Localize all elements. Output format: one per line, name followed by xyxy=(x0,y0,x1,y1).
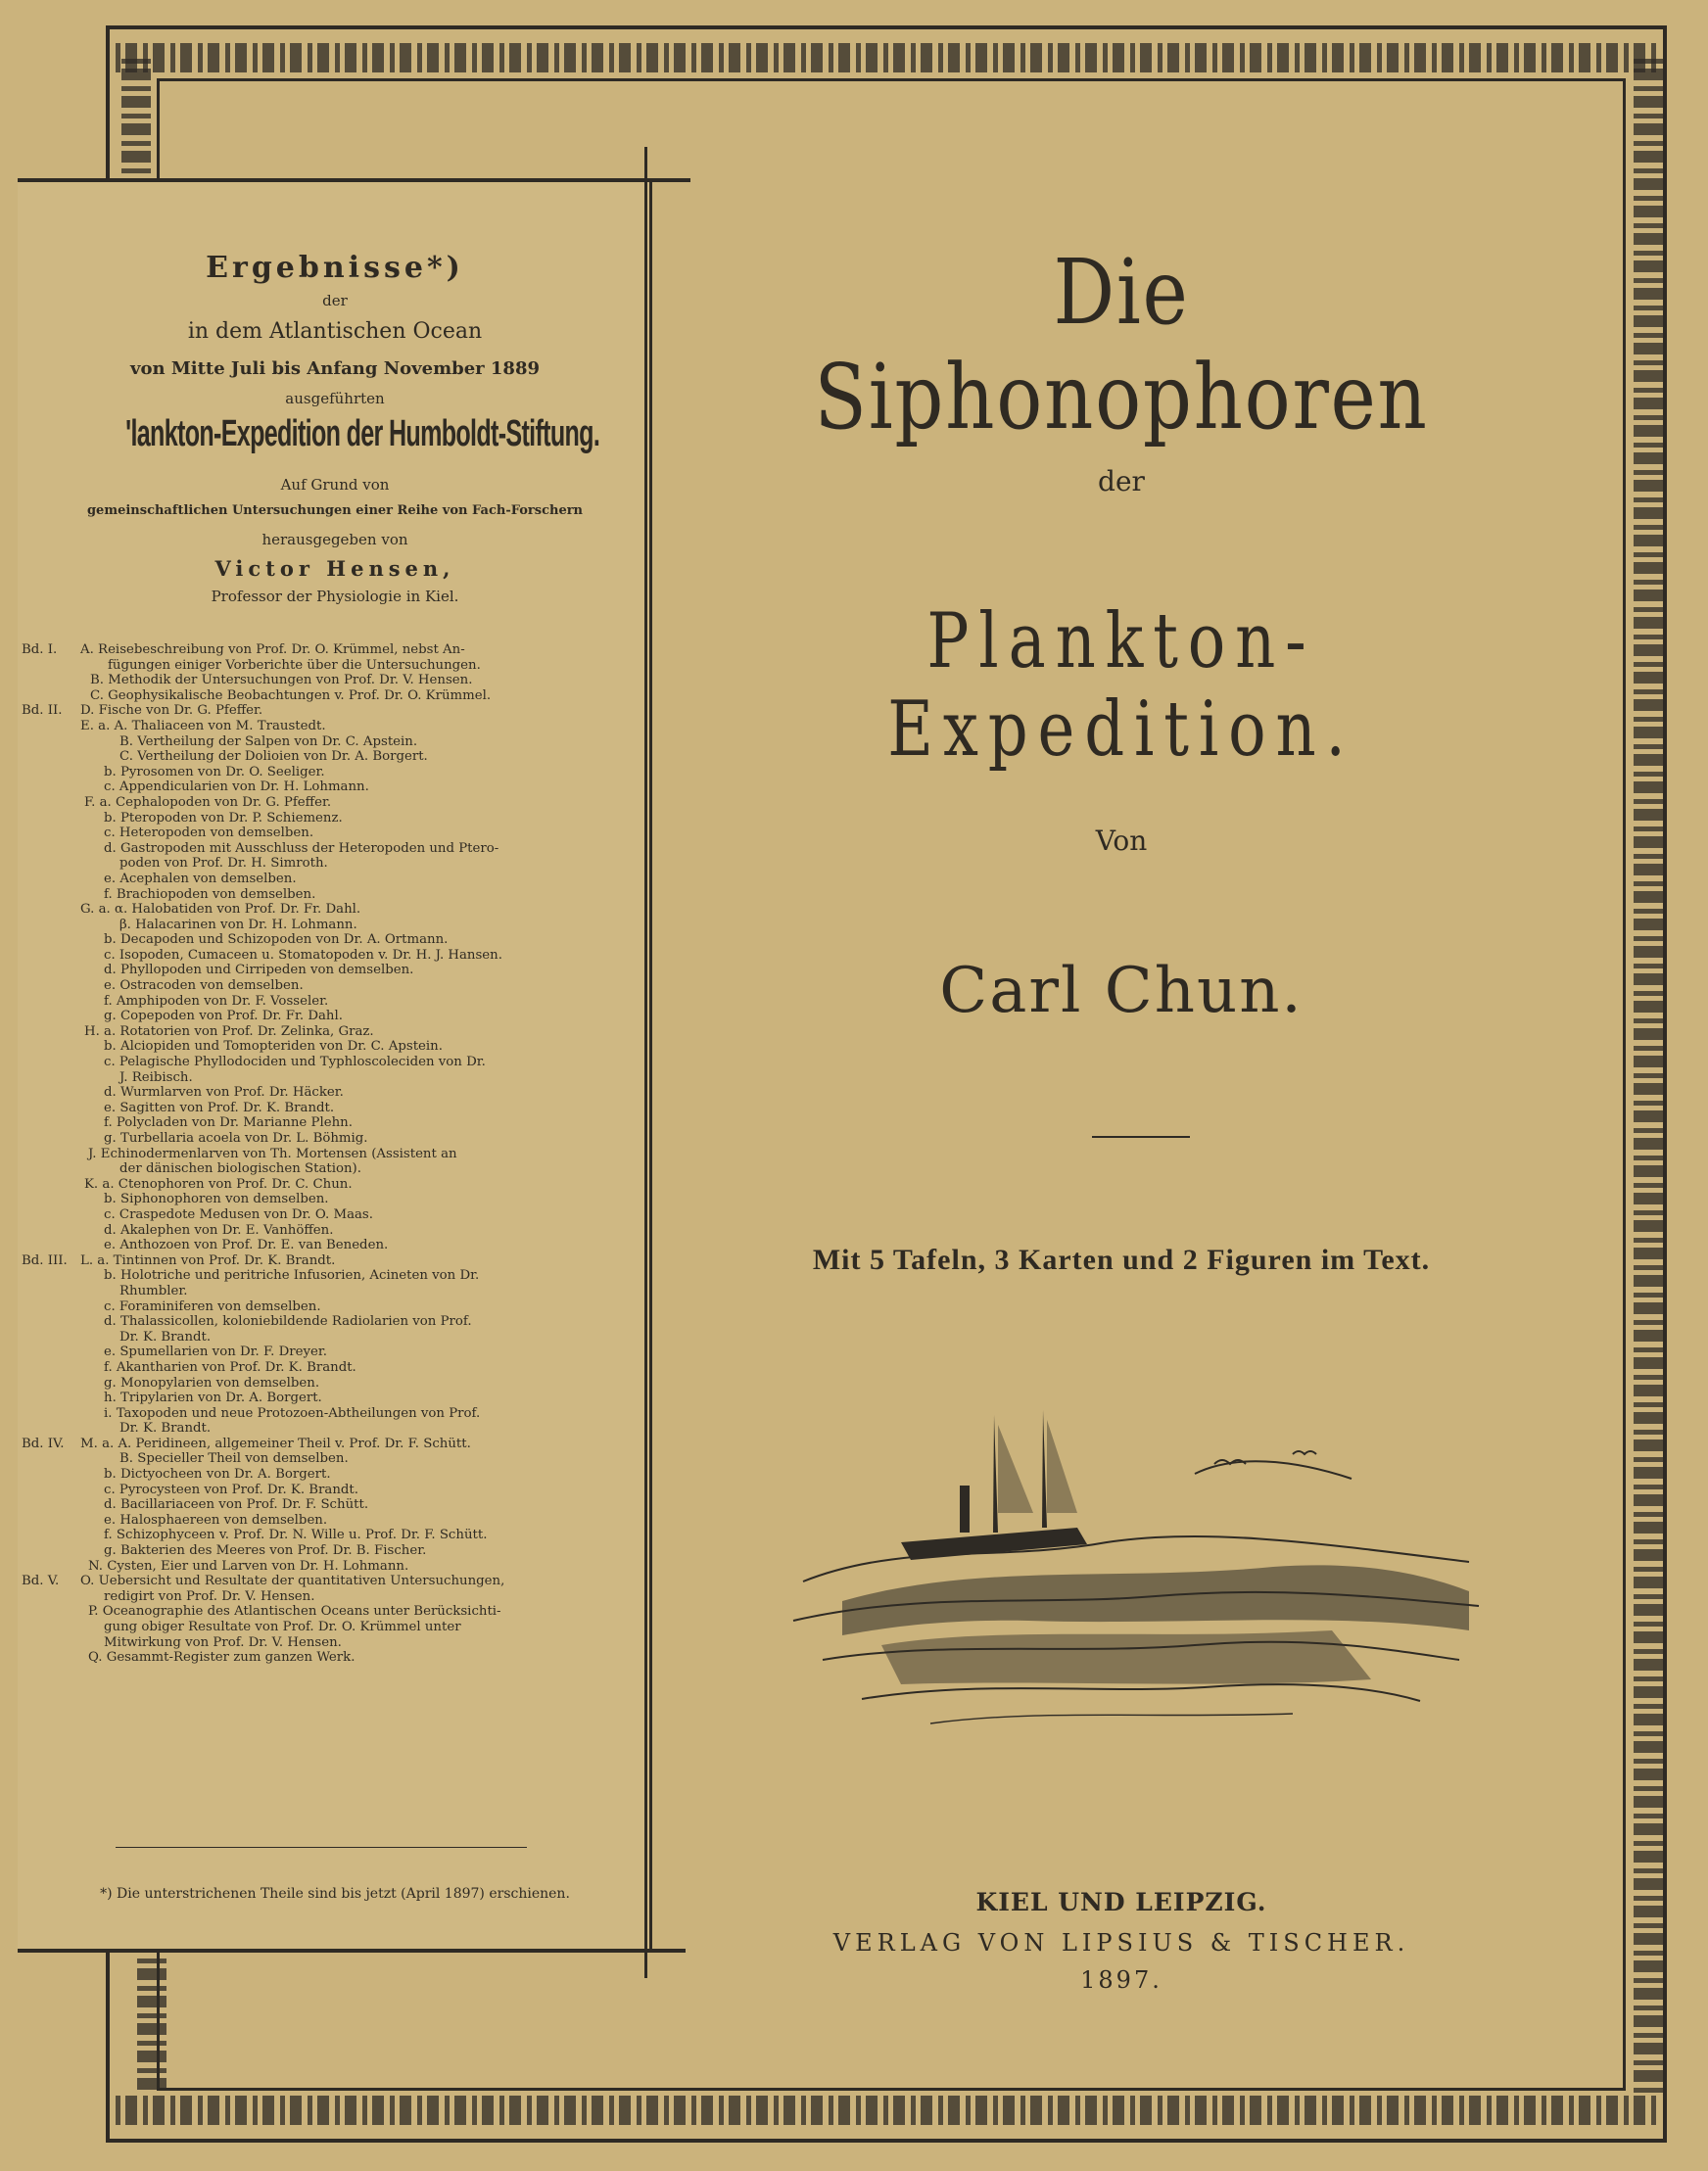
contents-text: L. a. Tintinnen von Prof. Dr. K. Brandt. xyxy=(80,1252,336,1268)
publication-year: 1897. xyxy=(1080,1966,1162,1994)
contents-text: d. Thalassicollen, koloniebildende Radiolarien von Prof. xyxy=(104,1314,472,1330)
contents-entry xyxy=(22,1055,644,1070)
contents-text: c. Appendicularien von Dr. H. Lohmann. xyxy=(104,779,369,795)
contents-entry xyxy=(22,1223,644,1239)
contents-text: der dänischen biologischen Station). xyxy=(119,1161,361,1177)
contents-entry xyxy=(22,1635,644,1651)
contents-entry xyxy=(22,749,644,765)
contents-entry xyxy=(22,1467,644,1483)
series-line: von Mitte Juli bis Anfang November 1889 xyxy=(130,358,540,379)
contents-text: gung obiger Resultate von Prof. Dr. O. Krümmel unter xyxy=(104,1620,461,1634)
series-line: der xyxy=(322,292,348,309)
contents-entry xyxy=(22,1391,644,1406)
contents-entry xyxy=(22,1177,644,1193)
contents-text: Q. Gesammt-Register zum ganzen Werk. xyxy=(88,1650,356,1666)
contents-entry xyxy=(22,734,644,750)
contents-text: O. Uebersicht und Resultate der quantitativen Untersuchungen, xyxy=(80,1574,505,1589)
contents-entry xyxy=(22,1330,644,1345)
contents-entry xyxy=(22,932,644,948)
contents-text: D. Fische von Dr. G. Pfeffer. xyxy=(80,703,263,719)
contents-text: b. Pteropoden von Dr. P. Schiemenz. xyxy=(104,810,343,826)
contents-text: f. Brachiopoden von demselben. xyxy=(104,886,316,902)
contents-text: Mitwirkung von Prof. Dr. V. Hensen. xyxy=(104,1634,342,1650)
contents-entry xyxy=(22,826,644,841)
contents-text: i. Taxopoden und neue Protozoen-Abtheilungen von Prof. xyxy=(104,1405,481,1421)
contents-text: g. Turbellaria acoela von Dr. L. Böhmig. xyxy=(104,1131,368,1146)
contents-text: A. Reisebeschreibung von Prof. Dr. O. Krümmel, nebst An- xyxy=(80,642,465,657)
contents-text: c. Pelagische Phyllodociden und Typhloscoleciden von Dr. xyxy=(104,1055,486,1070)
series-expedition-title: 'lankton-Expedition der Humboldt-Stiftung. xyxy=(125,413,600,454)
contents-text: e. Acephalen von demselben. xyxy=(104,871,297,886)
publication-place: KIEL UND LEIPZIG. xyxy=(975,1888,1267,1916)
contents-entry xyxy=(22,1299,644,1315)
contents-entry xyxy=(22,1528,644,1543)
contents-text: d. Akalephen von Dr. E. Vanhöffen. xyxy=(104,1222,334,1238)
contents-entry xyxy=(22,1650,644,1666)
divider-tick xyxy=(627,178,690,182)
title-rule xyxy=(1092,1136,1190,1138)
contents-entry xyxy=(22,841,644,857)
contents-entry xyxy=(22,1314,644,1330)
contents-entry xyxy=(22,1131,644,1147)
contents-entry xyxy=(22,994,644,1010)
volume-label: Bd. V. xyxy=(22,1574,60,1589)
contents-entry xyxy=(22,1024,644,1040)
contents-entry xyxy=(22,978,644,994)
contents-entry xyxy=(22,872,644,887)
contents-entry xyxy=(22,1589,644,1605)
contents-entry xyxy=(22,688,644,704)
contents-entry xyxy=(22,1085,644,1101)
contents-entry xyxy=(22,1115,644,1131)
series-line: Auf Grund von xyxy=(280,476,390,494)
contents-text: b. Pyrosomen von Dr. O. Seeliger. xyxy=(104,764,325,779)
contents-text: b. Alciopiden und Tomopteriden von Dr. C. Apstein. xyxy=(104,1039,443,1055)
contents-text: e. Halosphaereen von demselben. xyxy=(104,1512,328,1528)
contents-text: K. a. Ctenophoren von Prof. Dr. C. Chun. xyxy=(84,1176,353,1192)
contents-text: b. Decapoden und Schizopoden von Dr. A. Ortmann. xyxy=(104,932,449,948)
contents-entry xyxy=(22,1009,644,1024)
contents-entry xyxy=(22,1345,644,1360)
contents-entry xyxy=(22,887,644,903)
contents-entry xyxy=(22,1437,644,1452)
contents-text: e. Ostracoden von demselben. xyxy=(104,978,304,994)
contents-text: e. Spumellarien von Dr. F. Dreyer. xyxy=(104,1345,328,1360)
contents-entry xyxy=(22,963,644,978)
contents-entry xyxy=(22,1406,644,1422)
contents-text: N. Cysten, Eier und Larven von Dr. H. Lohmann. xyxy=(88,1558,409,1574)
contents-entry xyxy=(22,1559,644,1575)
contents-text: F. a. Cephalopoden von Dr. G. Pfeffer. xyxy=(84,794,332,810)
series-heading: Ergebnisse*) xyxy=(206,251,464,285)
contents-text: f. Akantharien von Prof. Dr. K. Brandt. xyxy=(104,1359,356,1375)
contents-entry xyxy=(22,673,644,688)
contents-entry xyxy=(22,779,644,795)
contents-text: g. Copepoden von Prof. Dr. Fr. Dahl. xyxy=(104,1009,343,1024)
contents-entry xyxy=(22,658,644,674)
contents-text: f. Schizophyceen v. Prof. Dr. N. Wille u. Prof. Dr. F. Schütt. xyxy=(104,1528,488,1543)
contents-text: d. Phyllopoden und Cirripeden von demselben. xyxy=(104,963,414,978)
contents-text: C. Vertheilung der Dolioien von Dr. A. Borgert. xyxy=(119,749,428,765)
contents-entry xyxy=(22,642,644,658)
contents-text: c. Foraminiferen von demselben. xyxy=(104,1298,321,1314)
contents-entry xyxy=(22,1268,644,1284)
contents-entry xyxy=(22,1376,644,1392)
contents-entry xyxy=(22,856,644,872)
contents-text: fügungen einiger Vorberichte über die Untersuchungen. xyxy=(108,657,481,673)
title-der: der xyxy=(1098,465,1145,497)
contents-text: e. Anthozoen von Prof. Dr. E. van Beneden. xyxy=(104,1238,389,1253)
contents-entry xyxy=(22,1451,644,1467)
contents-text: f. Amphipoden von Dr. F. Vosseler. xyxy=(104,993,329,1009)
author-name: Carl Chun. xyxy=(939,955,1304,1027)
contents-text: G. a. α. Halobatiden von Prof. Dr. Fr. Dahl. xyxy=(80,902,361,918)
book-title: Die Siphonophoren xyxy=(814,240,1429,449)
contents-text: P. Oceanographie des Atlantischen Oceans unter Berücksichti- xyxy=(88,1604,501,1620)
volume-label: Bd. I. xyxy=(22,642,58,657)
contents-text: B. Methodik der Untersuchungen von Prof. Dr. V. Hensen. xyxy=(90,673,473,688)
contents-entry xyxy=(22,902,644,918)
contents-entry xyxy=(22,703,644,719)
contents-text: b. Dictyocheen von Dr. A. Borgert. xyxy=(104,1467,331,1483)
footnote-rule xyxy=(116,1847,527,1848)
contents-text: redigirt von Prof. Dr. V. Hensen. xyxy=(104,1588,315,1604)
plates-note: Mit 5 Tafeln, 3 Karten und 2 Figuren im Text. xyxy=(812,1244,1431,1276)
contents-text: E. a. A. Thaliaceen von M. Traustedt. xyxy=(80,718,326,733)
contents-entry xyxy=(22,1543,644,1559)
volume-label: Bd. IV. xyxy=(22,1436,65,1451)
contents-text: β. Halacarinen von Dr. H. Lohmann. xyxy=(119,917,357,932)
contents-text: e. Sagitten von Prof. Dr. K. Brandt. xyxy=(104,1100,335,1115)
contents-text: d. Bacillariaceen von Prof. Dr. F. Schütt. xyxy=(104,1497,369,1513)
contents-text: c. Isopoden, Cumaceen u. Stomatopoden v. Dr. H. J. Hansen. xyxy=(104,947,502,963)
contents-entry xyxy=(22,719,644,734)
contents-entry xyxy=(22,1207,644,1223)
contents-entry xyxy=(22,1039,644,1055)
series-contents-list xyxy=(22,642,644,1666)
contents-text: B. Vertheilung der Salpen von Dr. C. Apstein. xyxy=(119,733,418,749)
contents-entry xyxy=(22,1497,644,1513)
contents-text: c. Craspedote Medusen von Dr. O. Maas. xyxy=(104,1206,373,1222)
contents-entry xyxy=(22,1147,644,1162)
contents-text: B. Specieller Theil von demselben. xyxy=(119,1451,349,1467)
contents-text: J. Reibisch. xyxy=(119,1069,193,1085)
contents-entry xyxy=(22,1284,644,1299)
volume-label: Bd. III. xyxy=(22,1252,68,1268)
contents-text: g. Monopylarien von demselben. xyxy=(104,1375,320,1391)
series-line: herausgegeben von xyxy=(261,531,408,548)
contents-entry xyxy=(22,1421,644,1437)
contents-text: b. Siphonophoren von demselben. xyxy=(104,1192,329,1207)
contents-entry xyxy=(22,1070,644,1086)
contents-text: H. a. Rotatorien von Prof. Dr. Zelinka, Graz. xyxy=(84,1023,374,1039)
contents-entry xyxy=(22,1483,644,1498)
contents-text: Rhumbler. xyxy=(119,1283,188,1298)
contents-entry xyxy=(22,918,644,933)
title-von: Von xyxy=(1095,825,1148,857)
chain-border-right xyxy=(1634,59,1663,2096)
contents-entry xyxy=(22,1574,644,1589)
steamship-at-sea-vignette xyxy=(783,1395,1489,1728)
contents-text: f. Polycladen von Dr. Marianne Plehn. xyxy=(104,1115,353,1131)
contents-text: d. Gastropoden mit Ausschluss der Heteropoden und Ptero- xyxy=(104,840,499,856)
contents-entry xyxy=(22,1360,644,1376)
series-editor-title: Professor der Physiologie in Kiel. xyxy=(211,588,459,605)
volume-label: Bd. II. xyxy=(22,703,63,719)
footnote: *) Die unterstrichenen Theile sind bis jetzt (April 1897) erschienen. xyxy=(100,1886,570,1902)
expedition-title: Plankton-Expedition. xyxy=(887,597,1355,774)
contents-entry xyxy=(22,1101,644,1116)
contents-text: b. Holotriche und peritriche Infusorien, Acineten von Dr. xyxy=(104,1268,480,1284)
contents-text: poden von Prof. Dr. H. Simroth. xyxy=(119,856,328,872)
contents-text: g. Bakterien des Meeres von Prof. Dr. B. Fischer. xyxy=(104,1543,427,1559)
contents-entry xyxy=(22,1161,644,1177)
contents-entry xyxy=(22,795,644,811)
panel-divider xyxy=(644,147,647,1978)
contents-text: Dr. K. Brandt. xyxy=(119,1421,212,1437)
contents-text: c. Pyrocysteen von Prof. Dr. K. Brandt. xyxy=(104,1482,358,1497)
series-line: gemeinschaftlichen Untersuchungen einer Reihe von Fach-Forschern xyxy=(86,503,584,518)
contents-text: M. a. A. Peridineen, allgemeiner Theil v. Prof. Dr. F. Schütt. xyxy=(80,1436,471,1451)
contents-text: J. Echinodermenlarven von Th. Mortensen (Assistent an xyxy=(88,1146,457,1161)
chain-border-left-bottom xyxy=(137,1959,166,2096)
contents-entry xyxy=(22,948,644,964)
contents-text: h. Tripylarien von Dr. A. Borgert. xyxy=(104,1391,322,1406)
publisher: VERLAG VON LIPSIUS & TISCHER. xyxy=(832,1929,1410,1957)
contents-entry xyxy=(22,765,644,780)
contents-text: C. Geophysikalische Beobachtungen v. Prof. Dr. O. Krümmel. xyxy=(90,687,492,703)
contents-entry xyxy=(22,1513,644,1529)
contents-text: d. Wurmlarven von Prof. Dr. Häcker. xyxy=(104,1085,344,1101)
series-line: ausgeführten xyxy=(285,390,385,407)
divider-tick xyxy=(627,1949,686,1953)
contents-text: Dr. K. Brandt. xyxy=(119,1329,212,1345)
series-panel xyxy=(18,178,652,1953)
chain-border-top xyxy=(116,43,1657,72)
chain-border-left-top xyxy=(121,59,151,176)
contents-entry xyxy=(22,811,644,826)
contents-entry xyxy=(22,1620,644,1635)
chain-border-bottom xyxy=(116,2096,1657,2125)
contents-text: c. Heteropoden von demselben. xyxy=(104,826,314,841)
contents-entry xyxy=(22,1253,644,1269)
contents-entry xyxy=(22,1238,644,1253)
contents-entry xyxy=(22,1604,644,1620)
series-line: in dem Atlantischen Ocean xyxy=(187,319,483,344)
series-editor: Victor Hensen, xyxy=(214,556,455,581)
contents-entry xyxy=(22,1192,644,1207)
